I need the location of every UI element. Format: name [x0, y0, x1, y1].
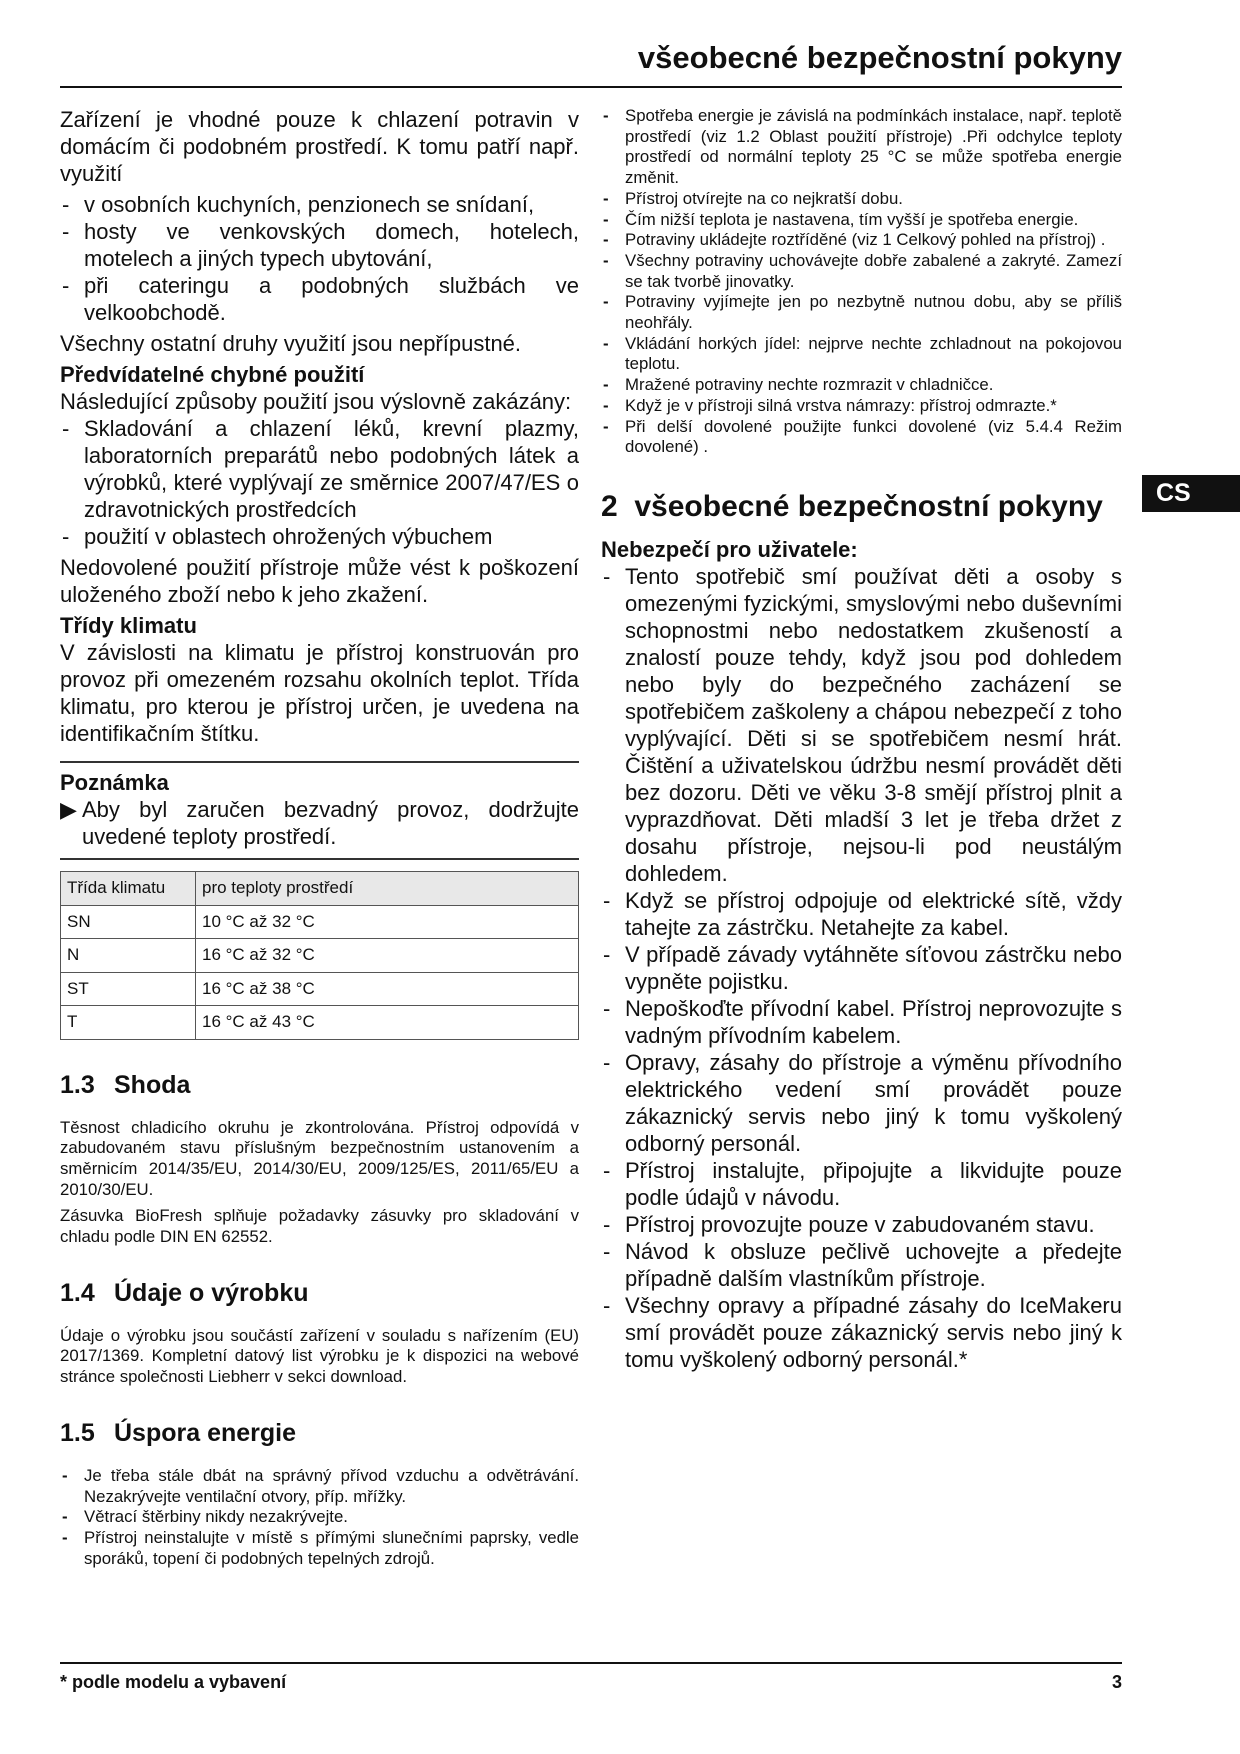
left-column	[60, 106, 579, 1569]
note-heading: Poznámka	[60, 770, 169, 795]
section-number: 1.5	[60, 1418, 95, 1447]
arrow-right-icon: ▶	[60, 797, 77, 822]
misuse-heading: Předvídatelné chybné použití	[60, 362, 365, 387]
table-cell: 10 °C až 32 °C	[196, 905, 579, 939]
list-item: - použití v oblastech ohrožených výbuchem	[60, 523, 579, 550]
right-column	[601, 106, 1122, 1373]
list-item: - Čím nižší teplota je nastavena, tím vyšší je spotřeba energie.	[601, 210, 1122, 231]
list-item: - Návod k obsluze pečlivě uchovejte a předejte případně dalším vlastníkům přístroje.	[601, 1238, 1122, 1292]
section-heading-1-5	[60, 1418, 579, 1448]
section-title: Shoda	[114, 1070, 191, 1099]
section-heading-1-3	[60, 1070, 579, 1100]
list-item: - Všechny opravy a případné zásahy do IceMakeru smí provádět pouze zákaznický servis nebo jiný k tomu vyškolený odborný personál.*	[601, 1292, 1122, 1373]
misuse-list	[60, 415, 579, 550]
misuse-warning: Nedovolené použití přístroje může vést k poškození uloženého zboží nebo k jeho zkažení.	[60, 555, 579, 607]
climate-heading: Třídy klimatu	[60, 613, 197, 638]
list-item: - Spotřeba energie je závislá na podmínkách instalace, např. teplotě prostředí (viz 1.2 Oblast použití přístroje) .Při odchylce teploty prostředí od normální teploty 25 °C se může spotřeba energie změnit.	[601, 106, 1122, 189]
climate-text: V závislosti na klimatu je přístroj konstruován pro provoz při omezeném rozsahu okolních teplot. Třída klimatu, pro kterou je přístroj určen, je uvedena na identifikačním štítku.	[60, 640, 579, 746]
product-data-text: Údaje o výrobku jsou součástí zařízení v souladu s nařízením (EU) 2017/1369. Kompletní datový list výrobku je k dispozici na webové stránce společnosti Liebherr v sekci download.	[60, 1325, 579, 1387]
table-header: Třída klimatu	[61, 872, 196, 906]
section-title: Údaje o výrobku	[114, 1278, 309, 1307]
intro-list	[60, 191, 579, 326]
list-item: - Potraviny vyjímejte jen po nezbytně nutnou dobu, aby se příliš neohřály.	[601, 292, 1122, 333]
note-text: Aby byl zaručen bezvadný provoz, dodržujte uvedené teploty prostředí.	[82, 797, 579, 849]
table-cell: 16 °C až 38 °C	[196, 972, 579, 1006]
language-tab: CS	[1142, 475, 1240, 512]
table-header: pro teploty prostředí	[196, 872, 579, 906]
list-item: - Je třeba stále dbát na správný přívod vzduchu a odvětrávání. Nezakrývejte ventilační otvory, příp. mřížky.	[60, 1466, 579, 1507]
list-item: - v osobních kuchyních, penzionech se snídaní,	[60, 191, 579, 218]
list-item: - Mražené potraviny nechte rozmrazit v chladničce.	[601, 375, 1122, 396]
table-row	[61, 905, 579, 939]
section-number: 1.4	[60, 1278, 95, 1307]
list-item: - Opravy, zásahy do přístroje a výměnu přívodního elektrického vedení smí provádět pouze zákaznický servis nebo jiný k tomu vyškolený odborný personál.	[601, 1049, 1122, 1157]
section-number: 2	[601, 489, 618, 523]
list-item: - Nepoškoďte přívodní kabel. Přístroj neprovozujte s vadným přívodním kabelem.	[601, 995, 1122, 1049]
list-item: - Přístroj otvírejte na co nejkratší dobu.	[601, 189, 1122, 210]
list-item: - Když je v přístroji silná vrstva námrazy: přístroj odmrazte.*	[601, 396, 1122, 417]
list-item: - Přístroj provozujte pouze v zabudovaném stavu.	[601, 1211, 1122, 1238]
list-item: - Vkládání horkých jídel: nejprve nechte zchladnout na pokojovou teplotu.	[601, 334, 1122, 375]
table-cell: 16 °C až 32 °C	[196, 939, 579, 973]
table-cell: 16 °C až 43 °C	[196, 1006, 579, 1040]
table-cell: N	[61, 939, 196, 973]
energy-saving-list	[60, 1466, 579, 1570]
other-uses-text: Všechny ostatní druhy využití jsou nepřípustné.	[60, 331, 522, 356]
section-number: 1.3	[60, 1070, 95, 1099]
list-item: - Skladování a chlazení léků, krevní plazmy, laboratorních preparátů nebo podobných látek a výrobků, které vyplývají ze směrnice 2007/47/ES o zdravotnických prostředcích	[60, 415, 579, 523]
danger-heading: Nebezpečí pro uživatele:	[601, 536, 858, 562]
section-heading-1-4	[60, 1278, 579, 1308]
section-title: všeobecné bezpečnostní pokyny	[634, 489, 1103, 523]
list-item: - Přístroj neinstalujte v místě s přímými slunečními paprsky, vedle sporáků, topení či podobných tepelných zdrojů.	[60, 1528, 579, 1569]
list-item: - hosty ve venkovských domech, hotelech, motelech a jiných typech ubytování,	[60, 218, 579, 272]
list-item: - Při delší dovolené použijte funkci dovolené (viz 5.4.4 Režim dovolené) .	[601, 417, 1122, 458]
misuse-intro: Následující způsoby použití jsou výslovně zakázány:	[60, 389, 572, 414]
page-footer	[60, 1662, 1122, 1693]
conformity-text: Těsnost chladicího okruhu je zkontrolována. Přístroj odpovídá v zabudovaném stavu příslušným bezpečnostním ustanovením a směrnicím 2014/35/EU, 2014/30/EU, 2009/125/ES, 2011/65/EU a 2010/30/EU.	[60, 1117, 579, 1199]
header-title: všeobecné bezpečnostní pokyny	[637, 40, 1122, 75]
table-cell: SN	[61, 905, 196, 939]
list-item: - Větrací štěrbiny nikdy nezakrývejte.	[60, 1507, 579, 1528]
note-box	[60, 761, 579, 860]
climate-table	[60, 871, 579, 1040]
list-item: - Potraviny ukládejte roztříděné (viz 1 Celkový pohled na přístroj) .	[601, 230, 1122, 251]
page-header	[60, 38, 1122, 88]
energy-list	[601, 106, 1122, 458]
intro-text: Zařízení je vhodné pouze k chlazení potravin v domácím či podobném prostředí. K tomu patří např. využití	[60, 107, 579, 186]
list-item: - při cateringu a podobných službách ve velkoobchodě.	[60, 272, 579, 326]
table-header-row	[61, 872, 579, 906]
table-row	[61, 939, 579, 973]
list-item: - V případě závady vytáhněte síťovou zástrčku nebo vypněte pojistku.	[601, 941, 1122, 995]
section-title: Úspora energie	[114, 1418, 297, 1447]
list-item: - Přístroj instalujte, připojujte a likvidujte pouze podle údajů v návodu.	[601, 1157, 1122, 1211]
list-item: - Všechny potraviny uchovávejte dobře zabalené a zakryté. Zamezí se tak tvorbě jinovatky.	[601, 251, 1122, 292]
table-cell: T	[61, 1006, 196, 1040]
list-item: - Když se přístroj odpojuje od elektrické sítě, vždy tahejte za zástrčku. Netahejte za kabel.	[601, 887, 1122, 941]
page-number: 3	[1111, 1672, 1122, 1692]
section-heading-2	[601, 488, 1122, 526]
list-item: - Tento spotřebič smí používat děti a osoby s omezenými fyzickými, smyslovými nebo duševními schopnostmi nebo nedostatkem zkušeností a znalostí pouze tehdy, když jsou pod dohledem nebo byly do bezpečného zacházení se spotřebičem zaškoleny a chápou nebezpečí z toho vyplývající. Děti si se spotřebičem nesmí hrát. Čištění a uživatelskou údržbu nesmí provádět děti bez dozoru. Děti ve věku 3-8 smějí přístroj plnit a vyprazdňovat. Děti mladší 3 let je třeba držet z dosahu přístroje, nejsou-li pod neustálým dohledem.	[601, 563, 1122, 887]
table-cell: ST	[61, 972, 196, 1006]
table-row	[61, 972, 579, 1006]
table-row	[61, 1006, 579, 1040]
footer-note: * podle modelu a vybavení	[60, 1672, 287, 1692]
biofresh-text: Zásuvka BioFresh splňuje požadavky zásuvky pro skladování v chladu podle DIN EN 62552.	[60, 1206, 579, 1247]
danger-list	[601, 563, 1122, 1373]
